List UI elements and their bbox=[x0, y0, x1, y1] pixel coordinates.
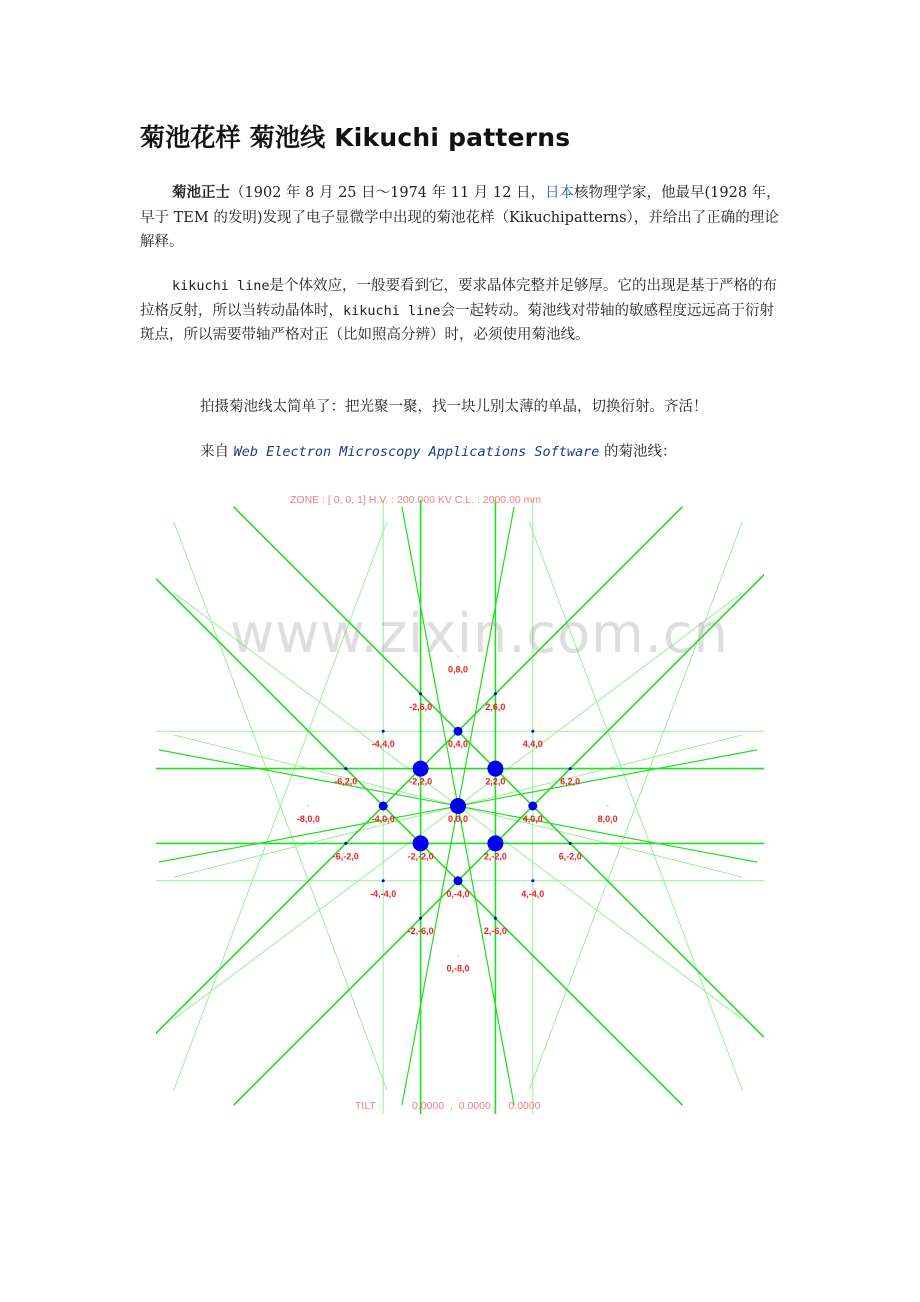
diffraction-spot bbox=[607, 805, 609, 807]
shooting-tip-paragraph: 拍摄菊池线太简单了：把光聚一聚，找一块儿别太薄的单晶，切换衍射。齐活！ bbox=[200, 399, 708, 415]
diffraction-spot bbox=[454, 876, 463, 885]
intro-text-a: （1902 年 8 月 25 日～1974 年 11 月 12 日， bbox=[230, 185, 545, 201]
diffraction-spots bbox=[307, 655, 608, 956]
spot-label: -2,6,0 bbox=[409, 701, 433, 712]
diffraction-spot bbox=[382, 730, 385, 733]
kikuchi-line bbox=[234, 507, 770, 1105]
spot-label: 2,2,0 bbox=[485, 776, 506, 787]
p2-text-b: 会一起转动。菊池线对带轴的敏感程度远远高于衍射斑点，所以需要带轴严格对正（比如照高分辨）时，必须使用菊池线。 bbox=[140, 302, 775, 343]
kikuchi-pattern-figure bbox=[150, 486, 770, 1131]
spot-label: -2,2,0 bbox=[409, 776, 433, 787]
diffraction-spot bbox=[450, 798, 466, 814]
spot-label: 0,0,0 bbox=[447, 814, 469, 824]
term-kikuchi-line-2: kikuchi line bbox=[343, 302, 441, 319]
tilt-values: 0.0000 , 0.0000 0.0000 bbox=[412, 1100, 541, 1112]
spot-label: 0,-4,0 bbox=[446, 888, 470, 899]
spot-label: -4,0,0 bbox=[371, 814, 395, 824]
spot-label: -6,-2,0 bbox=[332, 851, 359, 862]
diffraction-spot bbox=[487, 835, 503, 851]
spot-label: 6,-2,0 bbox=[558, 851, 582, 862]
spot-label: -2,-6,0 bbox=[407, 926, 434, 937]
diffraction-spot bbox=[413, 835, 429, 851]
spot-label: -2,-2,0 bbox=[407, 851, 434, 862]
diffraction-spot bbox=[494, 692, 497, 695]
source-prefix: 来自 bbox=[200, 444, 234, 460]
source-paragraph bbox=[200, 440, 800, 465]
diffraction-spot bbox=[531, 879, 534, 882]
source-software-name: Web Electron Microscopy Applications Software bbox=[233, 444, 600, 460]
term-kikuchi-line-1: kikuchi line bbox=[172, 278, 270, 294]
diffraction-spot bbox=[454, 727, 463, 736]
intro-text-b: 核物理学家，他最早(1928 年，早于 TEM 的发明)发现了电子显微学中出现的菊池花样（Kikuchipatterns），并给出了正确的理论解释。 bbox=[140, 185, 781, 250]
diffraction-spot bbox=[379, 802, 388, 811]
source-suffix: 的菊池线： bbox=[599, 444, 677, 460]
diffraction-spot bbox=[344, 842, 347, 845]
diffraction-spot bbox=[419, 917, 422, 920]
p2-text-a: 是个体效应，一般要看到它，要求晶体完整并足够厚。它的出现是基于严格的布拉格反射，所以当转动晶体时， bbox=[140, 278, 778, 319]
spot-label: 4,4,0 bbox=[522, 739, 543, 750]
spot-label: 2,6,0 bbox=[485, 701, 506, 712]
spot-label: -4,4,0 bbox=[371, 739, 395, 750]
kikuchi-line bbox=[150, 507, 682, 1105]
diffraction-spot bbox=[569, 842, 572, 845]
diffraction-spot bbox=[419, 692, 422, 695]
diffraction-spot bbox=[457, 655, 459, 657]
spot-label: 0,-8,0 bbox=[446, 963, 470, 974]
kikuchi-line-paragraph bbox=[140, 274, 782, 348]
spot-label: 8,0,0 bbox=[597, 814, 618, 824]
spot-label: 6,2,0 bbox=[560, 776, 581, 787]
spot-label: -4,-4,0 bbox=[370, 888, 397, 899]
diffraction-spot bbox=[487, 761, 503, 777]
spot-label: 4,0,0 bbox=[522, 814, 543, 824]
spot-label: -6,2,0 bbox=[334, 776, 358, 787]
spot-label: -8,0,0 bbox=[296, 814, 320, 824]
japan-link[interactable]: 日本 bbox=[544, 185, 574, 201]
watermark-text: www.zixin.com.cn bbox=[230, 602, 729, 665]
spot-labels bbox=[297, 664, 618, 973]
diffraction-spot bbox=[569, 767, 572, 770]
page-title: 菊池花样 菊池线 Kikuchi patterns bbox=[140, 123, 571, 152]
zone-header: ZONE : [ 0, 0, 1] H.V. : 200.000 KV C.L. : 2000.00 mm bbox=[290, 494, 542, 506]
spot-label: 0,8,0 bbox=[447, 664, 469, 675]
intro-paragraph bbox=[140, 181, 782, 255]
diffraction-spot bbox=[344, 767, 347, 770]
kikuchi-line bbox=[150, 507, 682, 1105]
spot-label: 0,4,0 bbox=[447, 739, 469, 750]
diffraction-spot bbox=[307, 805, 309, 807]
kikuchi-line bbox=[234, 507, 770, 1105]
diffraction-spot bbox=[413, 761, 429, 777]
spot-label: 2,-6,0 bbox=[483, 926, 507, 937]
spot-label: 4,-4,0 bbox=[521, 888, 545, 899]
tilt-label: TILT : bbox=[355, 1100, 382, 1112]
diffraction-spot bbox=[494, 917, 497, 920]
diffraction-spot bbox=[457, 955, 459, 957]
diffraction-spot bbox=[382, 879, 385, 882]
person-name: 菊池正士 bbox=[172, 185, 230, 201]
diffraction-spot bbox=[531, 730, 534, 733]
spot-label: 2,-2,0 bbox=[483, 851, 507, 862]
diffraction-spot bbox=[528, 802, 537, 811]
